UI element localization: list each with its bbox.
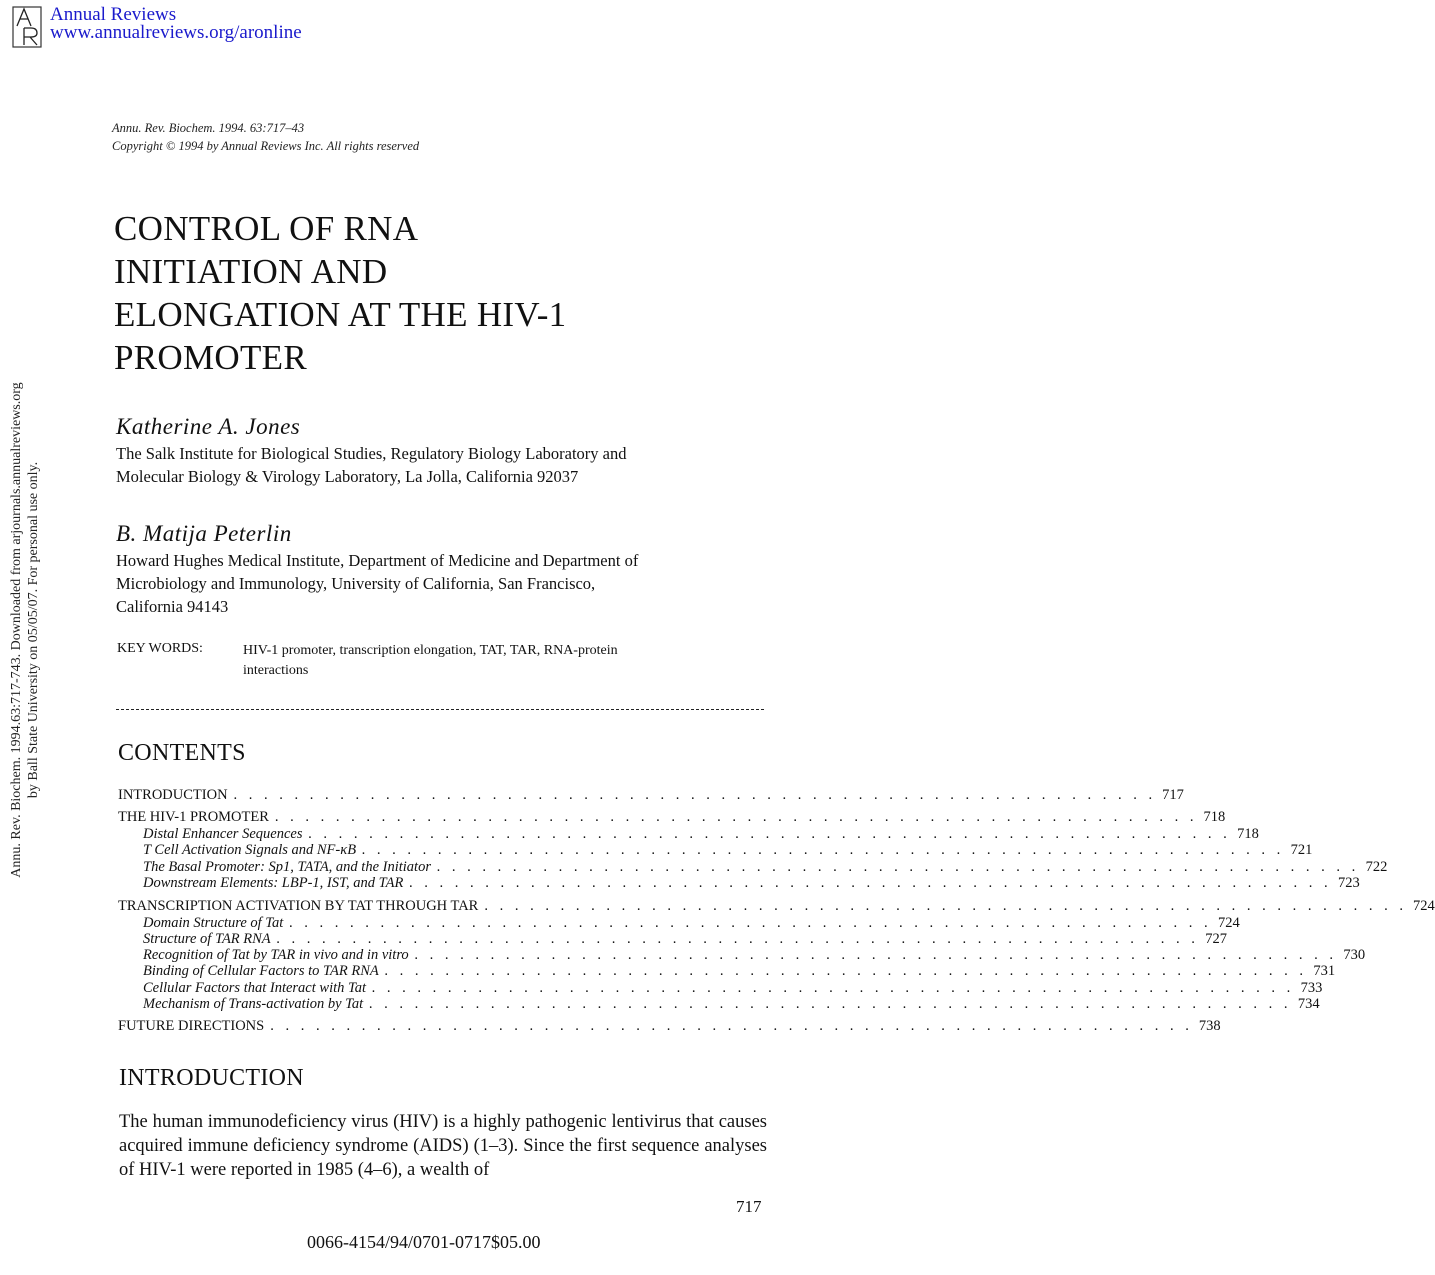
toc-entry-page: 738 <box>1198 1018 1221 1034</box>
toc-entry[interactable] <box>118 809 1226 826</box>
download-notice-line-1: Annu. Rev. Biochem. 1994.63:717-743. Downloaded from arjournals.annualreviews.org <box>9 382 24 878</box>
toc-subentry[interactable] <box>143 980 1323 997</box>
toc-leader-dots: . . . . . . . . . . . . . . . . . . . . . . . . . . . . . . . . . . . . . . . . . . . . . . . . . . . . . . . . . . . . . <box>369 996 1292 1012</box>
keywords-label: KEY WORDS: <box>117 641 203 656</box>
toc-leader-dots: . . . . . . . . . . . . . . . . . . . . . . . . . . . . . . . . . . . . . . . . . . . . . . . . . . . . . . . . . . . . . <box>484 898 1407 914</box>
toc-entry[interactable] <box>118 898 1435 915</box>
toc-entry-page: 733 <box>1300 980 1323 996</box>
toc-leader-dots: . . . . . . . . . . . . . . . . . . . . . . . . . . . . . . . . . . . . . . . . . . . . . . . . . . . . . . . . . . . . . <box>289 915 1212 931</box>
toc-leader-dots: . . . . . . . . . . . . . . . . . . . . . . . . . . . . . . . . . . . . . . . . . . . . . . . . . . . . . . . . . . . . . <box>409 875 1332 891</box>
toc-subentry[interactable] <box>143 963 1336 980</box>
author-name: B. Matija Peterlin <box>116 521 292 546</box>
download-notice <box>8 330 42 930</box>
affiliation-line: The Salk Institute for Biological Studies, Regulatory Biology Laboratory and <box>116 444 627 463</box>
toc-entry-label: Distal Enhancer Sequences <box>143 826 303 842</box>
toc-leader-dots: . . . . . . . . . . . . . . . . . . . . . . . . . . . . . . . . . . . . . . . . . . . . . . . . . . . . . . . . . . . . . <box>308 826 1232 842</box>
toc-entry-page: 718 <box>1203 809 1226 825</box>
toc-subentry[interactable] <box>143 842 1313 859</box>
toc-subentry[interactable] <box>143 859 1388 876</box>
title-line: INITIATION AND <box>114 252 388 291</box>
toc-subentry[interactable] <box>143 826 1259 843</box>
introduction-heading: INTRODUCTION <box>119 1065 304 1091</box>
affiliation-line: Howard Hughes Medical Institute, Department of Medicine and Department of <box>116 551 639 570</box>
author-affiliation <box>116 442 756 488</box>
affiliation-line: Microbiology and Immunology, University of California, San Francisco, <box>116 574 596 593</box>
issn-line: 0066-4154/94/0701-0717$05.00 <box>307 1232 541 1252</box>
toc-leader-dots: . . . . . . . . . . . . . . . . . . . . . . . . . . . . . . . . . . . . . . . . . . . . . . . . . . . . . . . . . . . . . <box>274 809 1198 825</box>
keywords-line: HIV-1 promoter, transcription elongation, TAT, TAR, RNA-protein <box>243 643 618 658</box>
toc-entry-label: Mechanism of Trans-activation by Tat <box>143 996 364 1012</box>
toc-entry-label: Domain Structure of Tat <box>143 915 284 931</box>
toc-entry-page: 721 <box>1290 842 1313 858</box>
toc-subentry[interactable] <box>143 996 1320 1013</box>
toc-entry-page: 718 <box>1237 826 1259 842</box>
toc-leader-dots: . . . . . . . . . . . . . . . . . . . . . . . . . . . . . . . . . . . . . . . . . . . . . . . . . . . . . . . . . . . . . <box>270 1018 1193 1034</box>
toc-entry-label: Recognition of Tat by TAR in vivo and in vitro <box>143 947 409 963</box>
affiliation-line: Molecular Biology & Virology Laboratory, La Jolla, California 92037 <box>116 467 579 486</box>
toc-subentry[interactable] <box>143 915 1240 932</box>
section-divider <box>116 709 764 710</box>
toc-entry-page: 730 <box>1343 947 1366 963</box>
copyright-line: Copyright © 1994 by Annual Reviews Inc. All rights reserved <box>112 139 420 153</box>
toc-leader-dots: . . . . . . . . . . . . . . . . . . . . . . . . . . . . . . . . . . . . . . . . . . . . . . . . . . . . . . . . . . . . . <box>362 842 1285 858</box>
toc-entry-label: Cellular Factors that Interact with Tat <box>143 980 367 996</box>
affiliation-line: California 94143 <box>116 597 229 616</box>
publisher-name[interactable]: Annual Reviews <box>50 4 177 25</box>
toc-entry[interactable] <box>118 1018 1221 1035</box>
contents-heading: CONTENTS <box>118 740 246 766</box>
toc-leader-dots: . . . . . . . . . . . . . . . . . . . . . . . . . . . . . . . . . . . . . . . . . . . . . . . . . . . . . . . . . . . . . <box>384 963 1308 979</box>
toc-subentry[interactable] <box>143 875 1360 892</box>
author-name: Katherine A. Jones <box>116 414 301 439</box>
toc-entry-label: Downstream Elements: LBP-1, IST, and TAR <box>143 875 404 891</box>
keywords-line: interactions <box>243 663 309 678</box>
toc-leader-dots: . . . . . . . . . . . . . . . . . . . . . . . . . . . . . . . . . . . . . . . . . . . . . . . . . . . . . . . . . . . . . <box>233 787 1157 803</box>
keywords-list <box>243 641 743 681</box>
toc-entry-label: TRANSCRIPTION ACTIVATION BY TAT THROUGH TAR <box>118 898 479 914</box>
toc-entry-page: 727 <box>1205 931 1228 947</box>
toc-entry-page: 717 <box>1162 787 1184 803</box>
toc-leader-dots: . . . . . . . . . . . . . . . . . . . . . . . . . . . . . . . . . . . . . . . . . . . . . . . . . . . . . . . . . . . . . <box>276 931 1200 947</box>
toc-subentry[interactable] <box>143 947 1366 964</box>
annual-reviews-logo <box>12 6 42 48</box>
page-number: 717 <box>736 1197 762 1216</box>
toc-entry-label: THE HIV-1 PROMOTER <box>118 809 269 825</box>
introduction-paragraph: The human immunodeficiency virus (HIV) is a highly pathogenic lentivirus that causes acquired immune deficiency syndrome (AIDS) (1–3). Since the first sequence analyses of HIV-1 were reported in 1985 (4–6), a wealth of <box>119 1112 767 1180</box>
toc-entry-page: 722 <box>1365 859 1388 875</box>
toc-leader-dots: . . . . . . . . . . . . . . . . . . . . . . . . . . . . . . . . . . . . . . . . . . . . . . . . . . . . . . . . . . . . . <box>436 859 1360 875</box>
toc-entry-label: Structure of TAR RNA <box>143 931 271 947</box>
toc-entry-page: 734 <box>1297 996 1320 1012</box>
toc-entry-label: FUTURE DIRECTIONS <box>118 1018 265 1034</box>
toc-leader-dots: . . . . . . . . . . . . . . . . . . . . . . . . . . . . . . . . . . . . . . . . . . . . . . . . . . . . . . . . . . . . . <box>372 980 1295 996</box>
toc-subentry[interactable] <box>143 931 1228 948</box>
title-line: PROMOTER <box>114 338 307 377</box>
toc-entry-label: INTRODUCTION <box>118 787 228 803</box>
title-line: CONTROL OF RNA <box>114 209 419 248</box>
toc-entry-page: 724 <box>1412 898 1435 914</box>
toc-entry-label: The Basal Promoter: Sp1, TATA, and the Initiator <box>143 859 431 875</box>
title-line: ELONGATION AT THE HIV-1 <box>114 295 567 334</box>
publisher-url-link[interactable]: www.annualreviews.org/aronline <box>50 22 302 43</box>
download-notice-line-2: by Ball State University on 05/05/07. For personal use only. <box>26 461 41 799</box>
toc-entry-page: 724 <box>1217 915 1240 931</box>
toc-entry-label: T Cell Activation Signals and NF-κB <box>143 842 357 858</box>
toc-entry-label: Binding of Cellular Factors to TAR RNA <box>143 963 379 979</box>
toc-leader-dots: . . . . . . . . . . . . . . . . . . . . . . . . . . . . . . . . . . . . . . . . . . . . . . . . . . . . . . . . . . . . . <box>414 947 1338 963</box>
author-affiliation <box>116 549 756 618</box>
toc-entry[interactable] <box>118 787 1184 804</box>
toc-entry-page: 723 <box>1337 875 1360 891</box>
toc-entry-page: 731 <box>1313 963 1336 979</box>
citation-line: Annu. Rev. Biochem. 1994. 63:717–43 <box>112 121 305 135</box>
annual-reviews-logo-icon <box>12 6 42 48</box>
article-title <box>114 207 566 379</box>
